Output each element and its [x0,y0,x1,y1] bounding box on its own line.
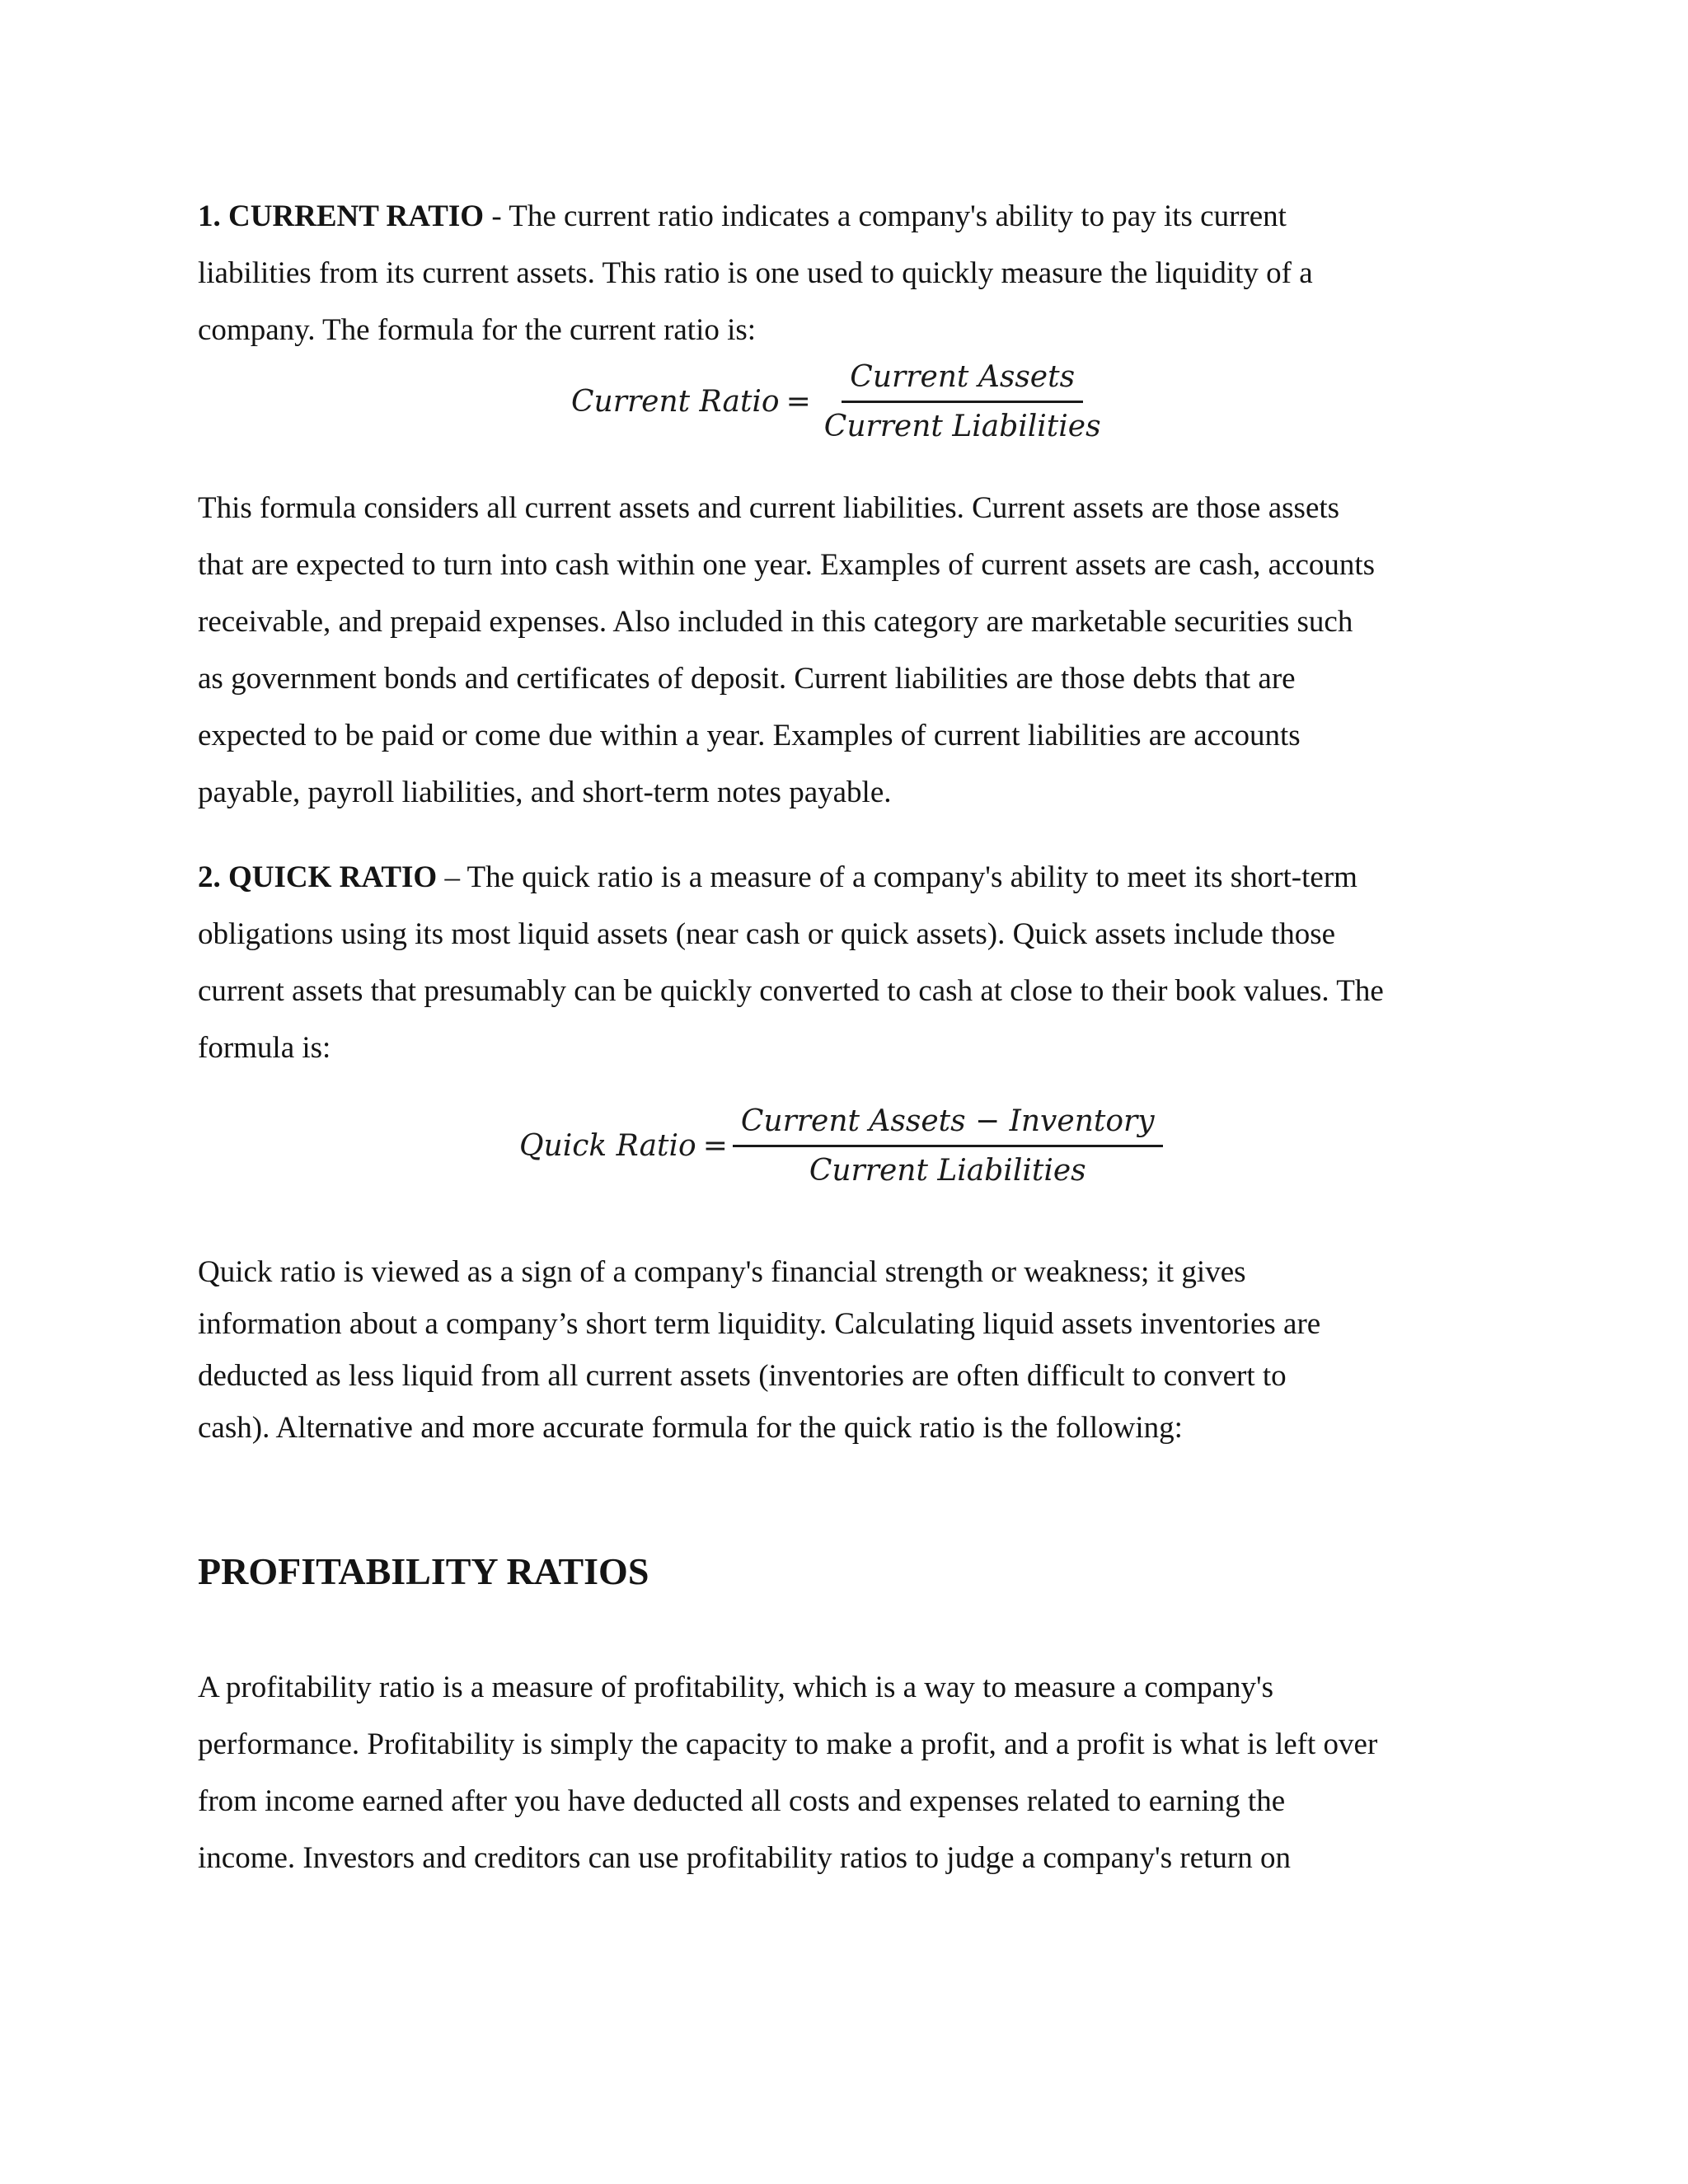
quick-ratio-formula [519,1104,1163,1188]
formula-numerator: Current Assets − Inventory [733,1104,1163,1147]
paragraph-line: deducted as less liquid from all current assets (inventories are often difficult to convert to [198,1359,1287,1393]
formula-equals: = [702,1129,728,1163]
paragraph-line: receivable, and prepaid expenses. Also included in this category are marketable securities such [198,605,1353,639]
quick-ratio-heading: 2. QUICK RATIO [198,860,438,894]
paragraph-line: performance. Profitability is simply the capacity to make a profit, and a profit is what is left over [198,1727,1378,1761]
paragraph-line: formula is: [198,1031,331,1065]
paragraph-line: from income earned after you have deducted all costs and expenses related to earning the [198,1784,1286,1818]
quick-ratio-explanation-paragraph [198,1246,1484,1454]
profitability-ratios-heading: PROFITABILITY RATIOS [198,1550,649,1592]
formula-denominator: Current Liabilities [809,1154,1086,1188]
paragraph-line: as government bonds and certificates of deposit. Current liabilities are those debts that are [198,662,1296,696]
formula-numerator: Current Assets [842,360,1083,403]
paragraph-line: liabilities from its current assets. This ratio is one used to quickly measure the liquidity of a [198,256,1313,290]
paragraph-line: current assets that presumably can be quickly converted to cash at close to their book values. The [198,974,1384,1008]
current-assets-paragraph [198,480,1484,821]
current-ratio-formula [571,360,1109,443]
formula-denominator: Current Liabilities [823,410,1101,443]
paragraph-text: – The quick ratio is a measure of a company's ability to meet its short-term [437,860,1357,894]
formula-fraction [733,1104,1163,1188]
profitability-paragraph [198,1659,1484,1886]
paragraph-line: that are expected to turn into cash within one year. Examples of current assets are cash, accounts [198,548,1376,582]
paragraph-line [198,849,1484,906]
current-ratio-paragraph [198,188,1484,359]
paragraph-line: This formula considers all current assets and current liabilities. Current assets are those assets [198,491,1340,525]
paragraph-line: payable, payroll liabilities, and short-term notes payable. [198,776,892,809]
formula-equals: = [785,385,811,419]
paragraph-line: company. The formula for the current ratio is: [198,313,757,347]
quick-ratio-paragraph [198,849,1484,1076]
paragraph-line: income. Investors and creditors can use profitability ratios to judge a company's return on [198,1841,1291,1875]
paragraph-line: information about a company’s short term liquidity. Calculating liquid assets inventories are [198,1307,1321,1341]
paragraph-line: expected to be paid or come due within a year. Examples of current liabilities are accounts [198,719,1301,752]
formula-fraction [816,360,1109,443]
paragraph-line: Quick ratio is viewed as a sign of a company's financial strength or weakness; it gives [198,1255,1246,1289]
formula-lhs: Quick Ratio [519,1129,696,1163]
formula-lhs: Current Ratio [571,385,780,419]
paragraph-line: A profitability ratio is a measure of profitability, which is a way to measure a company's [198,1671,1274,1704]
paragraph-line: obligations using its most liquid assets (near cash or quick assets). Quick assets include those [198,917,1336,951]
current-ratio-heading: 1. CURRENT RATIO [198,199,485,233]
paragraph-line: cash). Alternative and more accurate formula for the quick ratio is the following: [198,1411,1183,1445]
paragraph-text: - The current ratio indicates a company's ability to pay its current [484,199,1287,233]
paragraph-line [198,188,1484,245]
